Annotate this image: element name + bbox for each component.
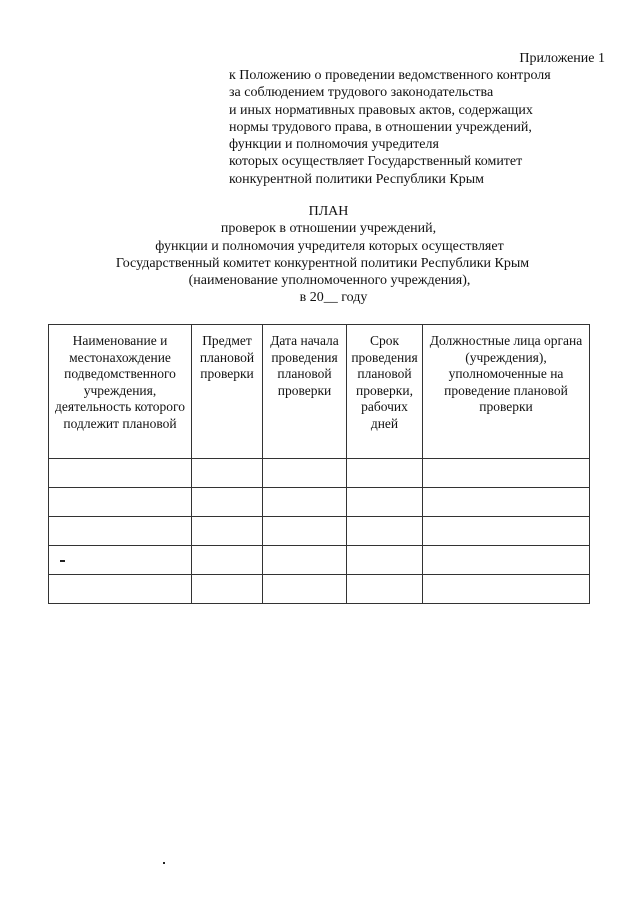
table-cell — [347, 575, 423, 604]
table-cell — [423, 546, 590, 575]
table-body — [49, 459, 590, 604]
table-cell — [423, 488, 590, 517]
appendix-line: за соблюдением трудового законодательства — [229, 85, 494, 101]
table-row — [49, 575, 590, 604]
appendix-line: конкурентной политики Республики Крым — [229, 171, 485, 187]
table-cell — [192, 488, 263, 517]
header-subject: Предмет плановой проверки — [192, 325, 263, 459]
plan-subtitle-line: (наименование уполномоченного учреждения), — [188, 273, 471, 289]
appendix-line: функции и полномочия учредителя — [229, 137, 439, 153]
table-cell — [347, 546, 423, 575]
plan-title: ПЛАН — [308, 204, 349, 219]
table-cell — [263, 575, 347, 604]
table-cell — [263, 459, 347, 488]
table-cell — [49, 546, 192, 575]
table-cell — [49, 488, 192, 517]
scan-mark — [60, 560, 65, 562]
table-cell — [49, 575, 192, 604]
appendix-line: к Положению о проведении ведомственного контроля — [229, 68, 551, 83]
appendix-line: нормы трудового права, в отношении учреждений, — [229, 119, 532, 135]
table-cell — [347, 488, 423, 517]
table-cell — [192, 459, 263, 488]
table-row — [49, 459, 590, 488]
table-cell — [347, 517, 423, 546]
table-cell — [192, 517, 263, 546]
table-cell — [49, 459, 192, 488]
header-officials: Должностные лица органа (учреждения), уполномоченные на проведение плановой проверки — [423, 325, 590, 459]
table-cell — [263, 517, 347, 546]
table-cell — [263, 488, 347, 517]
table-cell — [423, 575, 590, 604]
plan-year-line: в 20__ году — [299, 290, 368, 306]
plan-subtitle-line: проверок в отношении учреждений, — [220, 221, 437, 237]
table-cell — [192, 575, 263, 604]
appendix-text — [229, 67, 609, 188]
table-cell — [192, 546, 263, 575]
plan-table — [48, 324, 590, 604]
plan-subtitle-line: Государственный комитет конкурентной политики Республики Крым — [115, 255, 530, 271]
table-header-row — [49, 325, 590, 459]
header-institution: Наименование и местонахождение подведомственного учреждения, деятельность которого подлежит плановой — [49, 325, 192, 459]
plan-header — [0, 203, 639, 307]
table-cell — [49, 517, 192, 546]
appendix-line: и иных нормативных правовых актов, содержащих — [229, 102, 533, 118]
table-row — [49, 517, 590, 546]
scan-dot — [163, 862, 165, 864]
appendix-line: которых осуществляет Государственный комитет — [229, 154, 523, 170]
appendix-title: Приложение 1 — [519, 51, 605, 66]
table-row — [49, 488, 590, 517]
table-cell — [423, 517, 590, 546]
header-duration: Срок проведения плановой проверки, рабочих дней — [347, 325, 423, 459]
table-row — [49, 546, 590, 575]
table-cell — [423, 459, 590, 488]
table-cell — [347, 459, 423, 488]
plan-subtitle-line: функции и полномочия учредителя которых осуществляет — [155, 238, 504, 254]
header-start-date: Дата начала проведения плановой проверки — [263, 325, 347, 459]
table-cell — [263, 546, 347, 575]
